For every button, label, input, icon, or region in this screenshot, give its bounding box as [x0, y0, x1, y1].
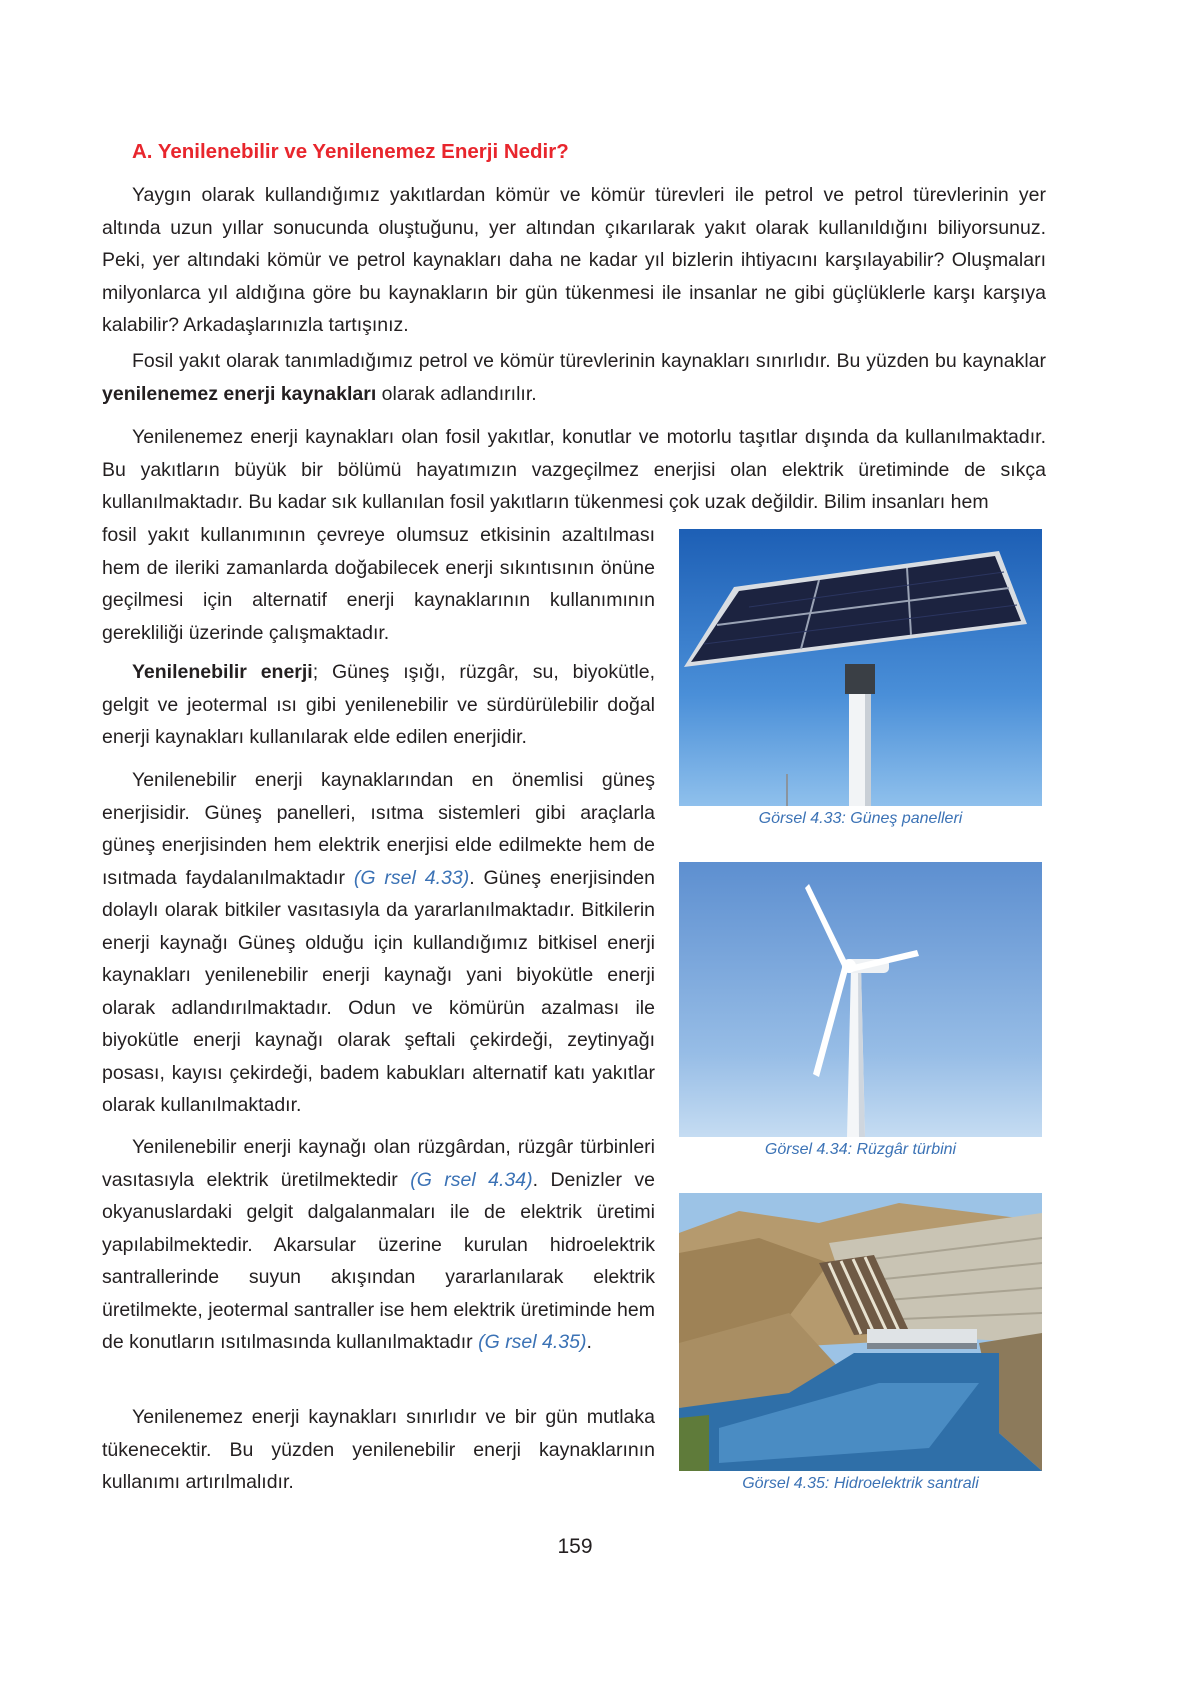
paragraph-intro: Yaygın olarak kullandığımız yakıtlardan kömür ve kömür türevleri ile petrol ve petrol türevlerinin yer altında uzun yıllar sonucunda oluştuğunu, yer altından çıkarılarak yakıt olarak kullanıldığını biliyorsunuz. Peki, yer altındaki kömür ve petrol kaynakları daha ne kadar yıl bizlerin ihtiyacını karşılayabilir? Oluşmaları milyonlarca yıl aldığına göre bu kaynakların bir gün tükenmesi ile insanlar ne gibi güçlüklerle karşı karşıya kalabilir? Arkadaşlarınızla tartışınız.: [102, 184, 1046, 336]
caption-wind: Görsel 4.34: Rüzgâr türbini: [764, 1141, 957, 1158]
page-number: 159: [557, 1535, 593, 1558]
paragraph-solar-text-cont: . Güneş enerjisinden dolaylı olarak bitkiler vasıtasıyla da yararlanılmaktadır. Bitkilerin enerji kaynağı Güneş olduğu için kullandığımız bitkisel enerji kaynakları yenilenebilir enerji kaynağı yani biyokütle enerji olarak adlandırılmaktadır. Odun ve kömürün azalması ile biyokütle enerji kaynağı olarak şeftali çekirdeği, zeytinyağı posası, kayısı çekirdeği, badem kabukları alternatif katı yakıtlar olarak kullanılmaktadır.: [102, 866, 655, 1116]
paragraph-fossil-fuels: [102, 345, 1046, 410]
paragraph-wind-text: Yenilenebilir enerji kaynağı olan rüzgârdan, rüzgâr türbinleri vasıtasıyla elektrik üretilmektedir: [102, 1136, 655, 1191]
paragraph-solar-text: Yenilenebilir enerji kaynaklarından en önemlisi güneş enerjisidir. Güneş panelleri, ısıtma sistemleri gibi araçlarla güneş enerjisinden hem elektrik enerjisi elde edilmekte hem de ısıtmada faydalanılmaktadır: [102, 769, 655, 889]
figure-reference-solar: (G rsel 4.33): [353, 866, 470, 889]
caption-hydro: Görsel 4.35: Hidroelektrik santrali: [742, 1475, 979, 1492]
paragraph-fossil-fuels-end: olarak adlandırılır.: [376, 382, 537, 405]
solar-panel-photo: [679, 529, 1042, 806]
figure-reference-wind: (G rsel 4.34): [410, 1168, 533, 1191]
section-heading: A. Yenilenebilir ve Yenilenemez Enerji Nedir?: [132, 140, 569, 163]
paragraph-renewable-definition-text: ; Güneş ışığı, rüzgâr, su, biyokütle, gelgit ve jeotermal ısı gibi yenilenebilir ve sürdürülebilir doğal enerji kaynakları kullanılarak elde edilen enerjidir.: [102, 661, 655, 748]
paragraph-renewable-definition: [102, 656, 655, 754]
paragraph-solar: [102, 764, 655, 1122]
paragraph-end-dot: .: [586, 1331, 592, 1353]
paragraph-wind-hydro: [102, 1131, 655, 1359]
paragraph-hydro-text: . Denizler ve okyanuslardaki gelgit dalgalanmaları ile de elektrik üretimi yapılabilmektedir. Akarsular üzerine kurulan hidroelektrik santrallerinde suyun akışından yararlanılarak elektrik üretilmekte, jeotermal santraller ise hem elektrik üretiminde hem de konutların ısıtılmasında kullanılmaktadır: [102, 1168, 656, 1353]
paragraph-nonrenewable-usage: Yenilenemez enerji kaynakları olan fosil yakıtlar, konutlar ve motorlu taşıtlar dışında da kullanılmaktadır. Bu yakıtların büyük bir bölümü hayatımızın vazgeçilmez enerjisi olan elektrik üretiminde de sıkça kullanılmaktadır. Bu kadar sık kullanılan fosil yakıtların tükenmesi çok uzak değildir. Bilim insanları hem: [102, 426, 1046, 513]
term-renewable: Yenilenebilir enerji: [132, 661, 313, 683]
paragraph-nonrenewable-usage-cont: fosil yakıt kullanımının çevreye olumsuz etkisinin azaltılması hem de ileriki zamanlarda doğabilecek enerji sıkıntısının önüne geçilmesi için alternatif enerji kaynaklarının kullanımının gerekliliği üzerinde çalışmaktadır.: [102, 524, 655, 644]
paragraph-fossil-fuels-text: Fosil yakıt olarak tanımladığımız petrol ve kömür türevlerinin kaynakları sınırlıdır. Bu yüzden bu kaynaklar: [132, 350, 1046, 372]
paragraph-conclusion: Yenilenemez enerji kaynakları sınırlıdır ve bir gün mutlaka tükenecektir. Bu yüzden yenilenebilir enerji kaynaklarının kullanımı artırılmalıdır.: [102, 1406, 655, 1493]
caption-solar: Görsel 4.33: Güneş panelleri: [758, 810, 963, 827]
figure-reference-hydro: (G rsel 4.35): [478, 1331, 587, 1353]
hydroelectric-dam-photo: [679, 1193, 1042, 1471]
wind-turbine-photo: [679, 862, 1042, 1137]
term-nonrenewable: yenilenemez enerji kaynakları: [102, 382, 377, 405]
